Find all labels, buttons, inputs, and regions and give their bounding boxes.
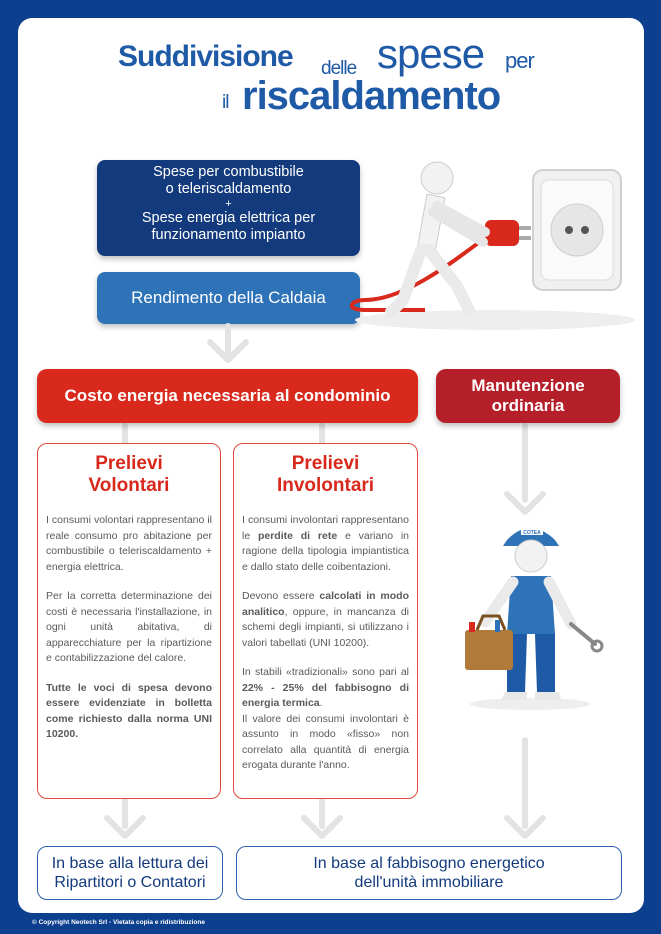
involontari-p3-text-c: . bbox=[319, 697, 323, 709]
prelievi-volontari-panel bbox=[37, 443, 221, 799]
involontari-title-line-2: Involontari bbox=[276, 475, 375, 496]
spese-line-4: funzionamento impianto bbox=[151, 227, 306, 243]
volontari-paragraph-2: Per la corretta determinazione dei costi è necessaria l'installazione, in ogni unità abitativa, di apparecchiature per la ripartizione e contabilizzazione del calore. bbox=[46, 590, 212, 664]
costo-energia-label: Costo energia necessaria al condominio bbox=[64, 386, 391, 405]
lettura-line-2: Ripartitori o Contatori bbox=[54, 874, 206, 891]
involontari-paragraph-3 bbox=[242, 665, 409, 712]
volontari-title-line-1: Prelievi bbox=[95, 453, 163, 474]
volontari-paragraph-1: I consumi volontari rappresentano il reale consumo pro abitazione per combustibile o teleriscaldamento + energia elettrica. bbox=[46, 514, 212, 573]
manutenzione-line-2: ordinaria bbox=[491, 396, 565, 415]
title-word-suddivisione: Suddivisione bbox=[118, 40, 293, 73]
involontari-p2-text-a: Devono essere bbox=[242, 590, 320, 602]
volontari-paragraph-3: Tutte le voci di spesa devono essere evidenziate in bolletta come richiesto dalla norma UNI 10200. bbox=[46, 681, 212, 740]
prelievi-involontari-panel bbox=[233, 443, 418, 799]
title-word-delle: delle bbox=[321, 58, 357, 79]
title-word-per: per bbox=[505, 48, 534, 73]
costo-energia-box bbox=[37, 369, 418, 423]
rendimento-label: Rendimento della Caldaia bbox=[131, 288, 326, 307]
volontari-body bbox=[46, 513, 212, 743]
plumber-figure-illustration bbox=[455, 512, 605, 712]
spese-line-2: o teleriscaldamento bbox=[165, 181, 292, 197]
cap-text: COTEA bbox=[523, 530, 541, 536]
involontari-p3-bold: 22% - 25% del fabbisogno di energia termica bbox=[242, 681, 409, 709]
spese-plus: + bbox=[225, 198, 232, 210]
fabbisogno-line-1: In base al fabbisogno energetico bbox=[313, 855, 545, 872]
involontari-paragraph-2 bbox=[242, 589, 409, 651]
manutenzione-line-1: Manutenzione bbox=[471, 376, 585, 395]
involontari-paragraph-4: Il valore dei consumi involontari è assunto in modo «fisso» non correlato alla quantità di energia erogata durante l'anno. bbox=[242, 712, 409, 771]
title-word-spese: spese bbox=[377, 30, 485, 77]
volontari-title bbox=[38, 453, 220, 497]
involontari-title-line-1: Prelievi bbox=[291, 453, 360, 474]
manutenzione-ordinaria-box bbox=[436, 369, 620, 423]
spese-line-1: Spese per combustibile bbox=[153, 164, 304, 180]
spese-line-3: Spese energia elettrica per bbox=[141, 210, 316, 226]
involontari-body bbox=[242, 513, 409, 774]
title-word-riscaldamento: riscaldamento bbox=[242, 74, 501, 118]
involontari-p1-text-a: I consumi involontari rappresentano le bbox=[242, 514, 409, 542]
lettura-ripartitori-box bbox=[37, 846, 223, 900]
involontari-p2-bold: calcolati in modo analitico bbox=[242, 590, 409, 618]
fabbisogno-line-2: dell'unità immobiliare bbox=[354, 874, 504, 891]
copyright-notice: © Copyright Neotech Srl - Vietata copia e ridistribuzione bbox=[32, 919, 205, 926]
involontari-title bbox=[234, 453, 417, 497]
title-word-il: il bbox=[222, 92, 229, 113]
fabbisogno-energetico-box bbox=[236, 846, 622, 900]
involontari-p3-text-a: In stabili «tradizionali» sono pari al bbox=[242, 666, 409, 678]
involontari-paragraph-1 bbox=[242, 513, 409, 575]
involontari-p1-bold: perdite di rete bbox=[257, 529, 338, 542]
lettura-line-1: In base alla lettura dei bbox=[51, 855, 209, 872]
involontari-p2-text-c: , oppure, in mancanza di schemi degli impianti, si utilizzano i valori tabellati (UNI 10200). bbox=[242, 605, 409, 649]
involontari-p1-text-c: e variano in ragione della tipologia impiantistica e dallo stato delle coibentazioni. bbox=[242, 529, 410, 573]
volontari-title-line-2: Volontari bbox=[88, 475, 170, 496]
